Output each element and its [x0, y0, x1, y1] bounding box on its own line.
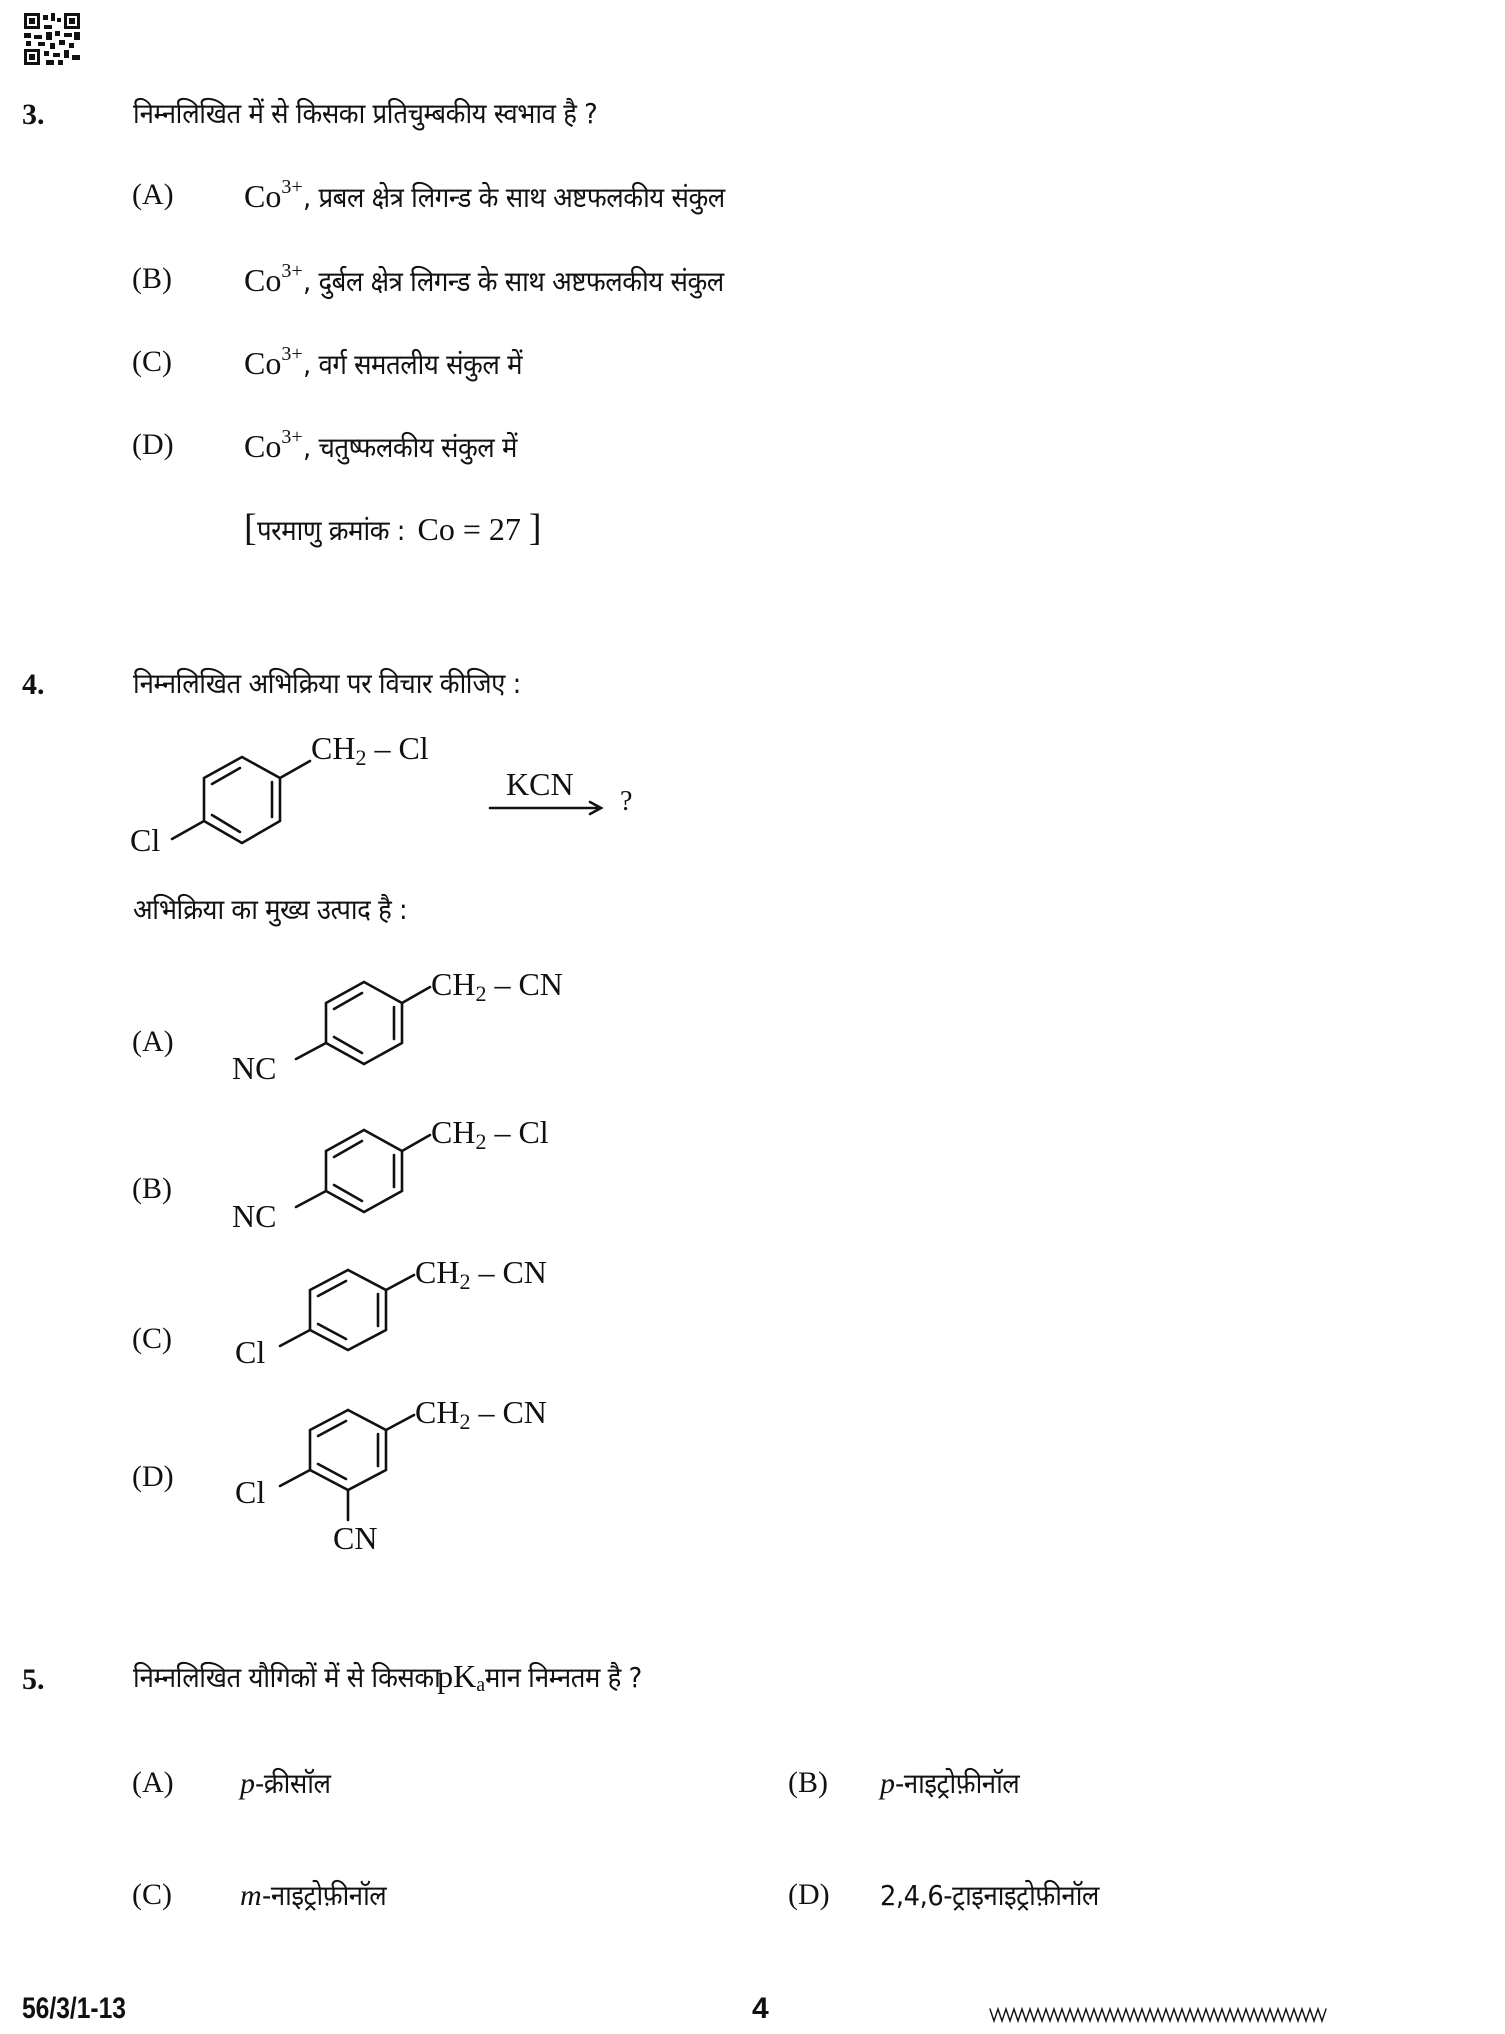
option-left-substituent: NC: [232, 1050, 277, 1086]
subscript: 2: [475, 981, 487, 1006]
ch-group: CH: [415, 1254, 460, 1290]
option-description: , चतुष्फलकीय संकुल में: [302, 431, 517, 464]
option-label: (B): [788, 1766, 828, 1799]
option-top-substituent: [431, 966, 563, 1007]
question-text: निम्नलिखित अभिक्रिया पर विचार कीजिए :: [133, 667, 521, 700]
option-text: [880, 1764, 1030, 1802]
option-top-substituent: [415, 1254, 547, 1295]
ion-charge: 3+: [281, 343, 303, 365]
option-label: (A): [132, 1766, 174, 1799]
tail-group: – Cl: [486, 1114, 549, 1150]
ion-symbol: Co: [244, 262, 282, 298]
option-label: (C): [132, 1322, 172, 1355]
option-text: [240, 1876, 397, 1914]
option-left-substituent: NC: [232, 1198, 277, 1234]
ion-charge: 3+: [281, 260, 303, 282]
ch-group: CH: [415, 1394, 460, 1430]
option-description: , प्रबल क्षेत्र लिगन्ड के साथ अष्टफलकीय संकुल: [302, 181, 725, 214]
question-number: 5.: [22, 1663, 45, 1696]
option-label: (D): [132, 428, 174, 461]
option-text: [240, 1764, 337, 1802]
tail-group: – CN: [470, 1254, 547, 1290]
subscript: 2: [459, 1269, 471, 1294]
question-text: [133, 1658, 656, 1697]
wavy-line-icon: [990, 2005, 1326, 2023]
tail-group: – Cl: [366, 730, 429, 766]
option-left-substituent: Cl: [235, 1474, 266, 1510]
reactant-substituent: [311, 730, 429, 771]
ion-charge: 3+: [281, 176, 303, 198]
option-label: (B): [132, 1172, 172, 1205]
ion-symbol: Co: [244, 178, 282, 214]
pk-symbol: pK: [437, 1658, 477, 1694]
ch-group: CH: [431, 1114, 476, 1150]
option-top-substituent: [431, 1114, 549, 1155]
pk-subscript: a: [476, 1674, 486, 1697]
option-label: (A): [132, 178, 174, 211]
option-top-substituent: [415, 1394, 547, 1435]
option-label: (D): [132, 1460, 174, 1493]
option-label: (C): [132, 345, 172, 378]
subscript: 2: [355, 745, 367, 770]
page-number: 4: [752, 1992, 769, 2025]
ion-symbol: Co: [244, 345, 282, 381]
tail-group: – CN: [486, 966, 563, 1002]
question-text-before: निम्नलिखित यौगिकों में से किसका: [133, 1661, 441, 1694]
bracket-close: ]: [528, 507, 542, 549]
paper-code: 56/3/1-13: [22, 1992, 126, 2025]
bracket-open: [: [244, 507, 257, 549]
question-subtext: अभिक्रिया का मुख्य उत्पाद है :: [133, 893, 408, 926]
option-name: -नाइट्रोफ़ीनॉल: [895, 1767, 1020, 1800]
option-prefix: p: [880, 1767, 895, 1800]
option-bottom-substituent: CN: [333, 1520, 378, 1556]
reagent-label: KCN: [506, 766, 574, 802]
option-name: 2,4,6-ट्राइनाइट्रोफ़ीनॉल: [880, 1879, 1099, 1912]
note-label: परमाणु क्रमांक :: [256, 514, 405, 547]
question-number: 3.: [22, 98, 45, 131]
tail-group: – CN: [470, 1394, 547, 1430]
product-unknown: ?: [620, 786, 633, 817]
question-text: निम्नलिखित में से किसका प्रतिचुम्बकीय स्वभाव है ?: [133, 97, 598, 130]
ch-group: CH: [311, 730, 356, 766]
option-label: (A): [132, 1025, 174, 1058]
subscript: 2: [475, 1129, 487, 1154]
option-label: (D): [788, 1878, 830, 1911]
option-prefix: m: [240, 1879, 262, 1912]
option-name: -क्रीसॉल: [255, 1767, 331, 1800]
ion-charge: 3+: [281, 426, 303, 448]
option-left-substituent: Cl: [235, 1334, 266, 1370]
note-value: Co = 27: [417, 511, 521, 547]
option-name: -नाइट्रोफ़ीनॉल: [261, 1879, 386, 1912]
question-number: 4.: [22, 668, 45, 701]
option-text: [880, 1876, 1118, 1914]
option-label: (B): [132, 262, 172, 295]
ion-symbol: Co: [244, 428, 282, 464]
subscript: 2: [459, 1409, 471, 1434]
option-description: , दुर्बल क्षेत्र लिगन्ड के साथ अष्टफलकीय संकुल: [302, 265, 724, 298]
option-prefix: p: [240, 1767, 255, 1800]
option-description: , वर्ग समतलीय संकुल में: [302, 348, 522, 381]
ch-group: CH: [431, 966, 476, 1002]
question-text-after: मान निम्नतम है ?: [485, 1661, 642, 1694]
option-label: (C): [132, 1878, 172, 1911]
reactant-chloro: Cl: [130, 822, 161, 858]
